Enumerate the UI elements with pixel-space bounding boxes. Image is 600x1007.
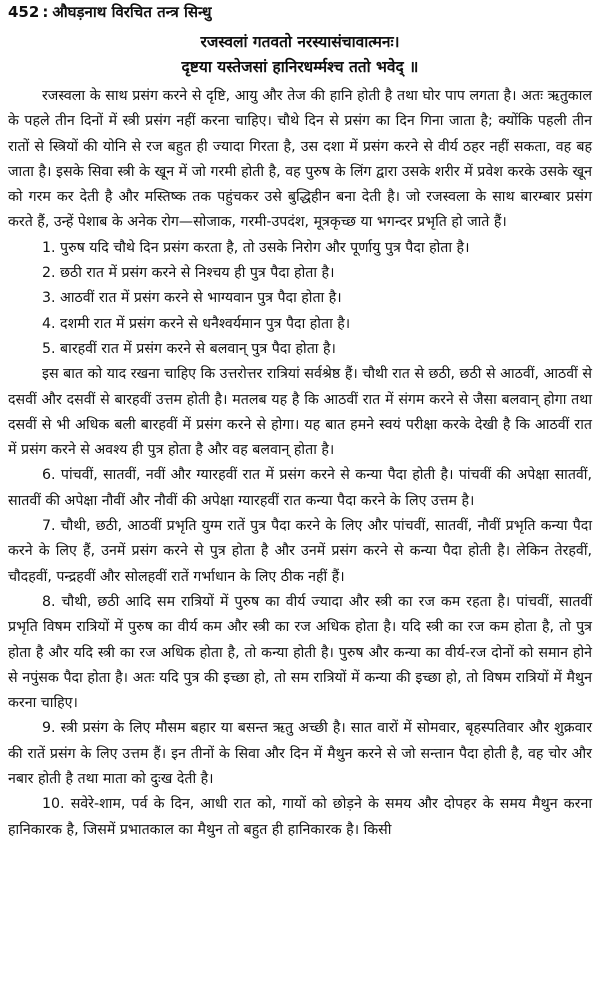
verse-line-2: दृष्टया यस्तेजसां हानिरधर्म्मश्च ततो भवेद् ॥ xyxy=(181,58,419,76)
sanskrit-verse xyxy=(8,30,592,80)
paragraph-note: इस बात को याद रखना चाहिए कि उत्तरोत्तर रात्रियां सर्वश्रेष्ठ हैं। चौथी रात से छठी, छठी से आठवीं, आठवीं से दसवीं और दसवीं से बारहवीं उत्तम होती है। मतलब यह है कि आठवीं रात में संगम करने से जैसा बलवान् होगा तथा दसवीं से भी अधिक बली बारहवीं में प्रसंग करने से होगा। यह बात हमने स्वयं परीक्षा करके देखी है कि आठवीं रात में प्रसंग करने से अवश्य ही पुत्र होता है और वह बलवान् होता है। xyxy=(8,366,592,459)
header-separator: : xyxy=(42,3,49,21)
paragraph-8: 8. चौथी, छठी आदि सम रात्रियों में पुरुष का वीर्य ज्यादा और स्त्री का रज कम रहता है। पांचवीं, सातवीं प्रभृति विषम रात्रियों में पुरुष का वीर्य कम और स्त्री का रज अधिक होता है। यदि स्त्री का रज कम होता है, तो पुत्र होता है और यदि स्त्री का रज अधिक होता है, तो कन्या होती है। पुरुष और कन्या का वीर्य-रज दोनों को समान होने से नपुंसक पैदा होता है। अतः यदि पुत्र की इच्छा हो, तो सम रात्रियों में कन्या की इच्छा हो, तो विषम रात्रियों में मैथुन करना चाहिए। xyxy=(8,593,592,712)
page-number: 452 xyxy=(8,3,40,21)
list-item-4: 4. दशमी रात में प्रसंग करने से धनैश्वर्यमान पुत्र पैदा होता है। xyxy=(42,315,351,332)
paragraph-intro: रजस्वला के साथ प्रसंग करने से दृष्टि, आयु और तेज की हानि होती है तथा घोर पाप लगता है। अतः ऋतुकाल के पहले तीन दिनों में स्त्री प्रसंग नहीं करना चाहिए। चौथे दिन से प्रसंग का दिन गिना जाता है; क्योंकि पहली तीन रातों से स्त्रियों की योनि से रज बहुत ही ज्यादा गिरता है, उस दशा में प्रसंग करने से वीर्य ठहर नहीं सकता, वह बह जाता है। इसके सिवा स्त्री के खून में जो गरमी होती है, वह पुरुष के लिंग द्वारा उसके शरीर में प्रवेश करके उसके खून को गरम कर देती है और मस्तिष्क तक पहुंचकर उसे बुद्धिहीन बना देती है। जो रजस्वला के साथ बारम्बार प्रसंग करते हैं, उन्हें पेशाब के अनेक रोग—सोजाक, गरमी-उपदंश, मूत्रकृच्छ या भगन्दर प्रभृति हो जाते हैं। xyxy=(8,88,592,231)
body-text xyxy=(8,84,592,843)
list-item-5: 5. बारहवीं रात में प्रसंग करने से बलवान् पुत्र पैदा होता है। xyxy=(42,340,336,357)
paragraph-7: 7. चौथी, छठी, आठवीं प्रभृति युग्म रातें पुत्र पैदा करने के लिए और पांचवीं, सातवीं, नौवीं प्रभृति कन्या पैदा करने के लिए हैं, उनमें प्रसंग करने से पुत्र होता है और उनमें प्रसंग करने से कन्या पैदा होती है। लेकिन तेरहवीं, चौदहवीं, पन्द्रहवीं और सोलहवीं रातें गर्भाधान के लिए ठीक नहीं हैं। xyxy=(8,518,592,585)
paragraph-6: 6. पांचवीं, सातवीं, नवीं और ग्यारहवीं रात में प्रसंग करने से कन्या पैदा होती है। पांचवीं की अपेक्षा सातवीं, सातवीं की अपेक्षा नौवीं और नौवीं की अपेक्षा ग्यारहवीं रात कन्या पैदा करने के लिए उत्तम है। xyxy=(8,467,592,509)
list-item-3: 3. आठवीं रात में प्रसंग करने से भाग्यवान पुत्र पैदा होता है। xyxy=(42,290,342,307)
running-header xyxy=(8,2,592,28)
paragraph-10: 10. सवेरे-शाम, पर्व के दिन, आधी रात को, गायों को छोड़ने के समय और दोपहर के समय मैथुन करना हानिकारक है, जिसमें प्रभातकाल का मैथुन तो बहुत ही हानिकारक है। किसी xyxy=(8,796,592,838)
book-title: औघड़नाथ विरचित तन्त्र सिन्धु xyxy=(52,3,212,21)
list-item-2: 2. छठी रात में प्रसंग करने से निश्चय ही पुत्र पैदा होता है। xyxy=(42,265,335,282)
verse-line-1: रजस्वलां गतवतो नरस्यासंचावात्मनः। xyxy=(200,33,400,51)
paragraph-9: 9. स्त्री प्रसंग के लिए मौसम बहार या बसन्त ऋतु अच्छी है। सात वारों में सोमवार, बृहस्पतिवार और शुक्रवार की रातें प्रसंग के लिए उत्तम हैं। इन तीनों के सिवा और दिन में मैथुन करने से जो सन्तान पैदा होती है, वह चोर और नबार होती है तथा माता को दुःख देती है। xyxy=(8,720,592,788)
list-item-1: 1. पुरुष यदि चौथे दिन प्रसंग करता है, तो उसके निरोग और पूर्णायु पुत्र पैदा होता है। xyxy=(42,239,470,256)
